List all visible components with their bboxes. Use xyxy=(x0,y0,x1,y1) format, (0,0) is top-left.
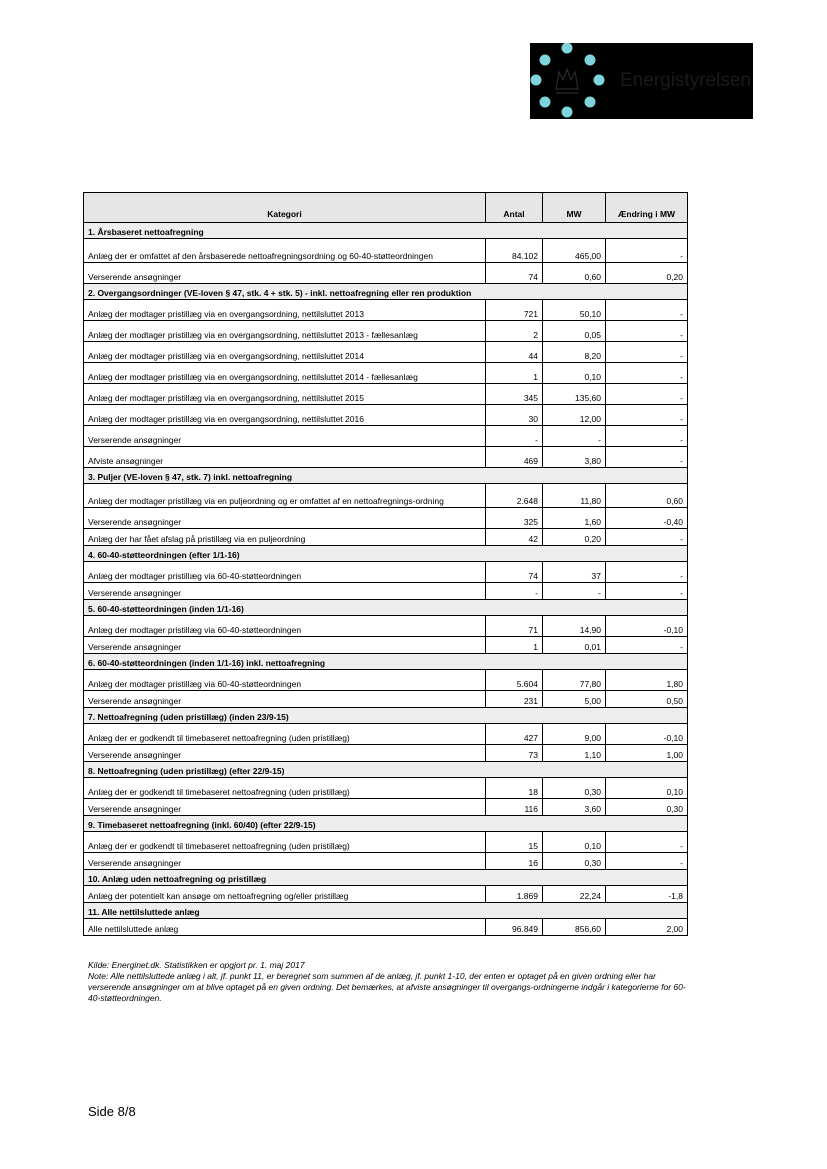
cell-mw: - xyxy=(543,583,606,600)
cell-mw: 0,10 xyxy=(543,363,606,384)
section-title: 7. Nettoafregning (uden pristillæg) (inden 23/9-15) xyxy=(84,708,688,724)
section-title: 10. Anlæg uden nettoafregning og pristillæg xyxy=(84,870,688,886)
cell-mw: 77,80 xyxy=(543,670,606,691)
cell-antal: 18 xyxy=(486,778,543,799)
cell-mw: 0,05 xyxy=(543,321,606,342)
table-row xyxy=(84,637,688,654)
cell-antal: 73 xyxy=(486,745,543,762)
section-title: 4. 60-40-støtteordningen (efter 1/1-16) xyxy=(84,546,688,562)
cell-mw: 5,00 xyxy=(543,691,606,708)
table-row xyxy=(84,691,688,708)
table-row xyxy=(84,363,688,384)
section-title: 5. 60-40-støtteordningen (inden 1/1-16) xyxy=(84,600,688,616)
cell-antal: 96.849 xyxy=(486,919,543,936)
row-label: Anlæg der er omfattet af den årsbaserede nettoafregningsordning og 60-40-støtteordningen xyxy=(84,239,486,263)
cell-change: - xyxy=(606,426,688,447)
cell-antal: 74 xyxy=(486,562,543,583)
row-label: Anlæg der potentielt kan ansøge om nettoafregning og/eller pristillæg xyxy=(84,886,486,903)
section-title: 2. Overgangsordninger (VE-loven § 47, stk. 4 + stk. 5) - inkl. nettoafregning eller ren produktion xyxy=(84,284,688,300)
section-title: 3. Puljer (VE-loven § 47, stk. 7) inkl. nettoafregning xyxy=(84,468,688,484)
explanation-note: Note: Alle nettilsluttede anlæg i alt, jf. punkt 11, er beregnet som summen af de anlæg, jf. punkt 1-10, der enten er optaget på en given ordning eller har verserende ansøgninger om at blive optaget på en given ordning. Det bemærkes, at afviste ansøgninger til overgangs-ordningerne indgår i kategorierne for 60-40-støtteordningen. xyxy=(88,971,686,1003)
cell-mw: 0,30 xyxy=(543,853,606,870)
cell-change: -0,10 xyxy=(606,724,688,745)
cell-change: - xyxy=(606,321,688,342)
section-header xyxy=(84,870,688,886)
section-title: 6. 60-40-støtteordningen (inden 1/1-16) inkl. nettoafregning xyxy=(84,654,688,670)
table-row xyxy=(84,300,688,321)
table-row xyxy=(84,426,688,447)
cell-change: -1,8 xyxy=(606,886,688,903)
cell-mw: 11,80 xyxy=(543,484,606,508)
row-label: Anlæg der modtager pristillæg via 60-40-støtteordningen xyxy=(84,670,486,691)
table-row xyxy=(84,342,688,363)
table-row xyxy=(84,562,688,583)
table-row xyxy=(84,832,688,853)
cell-mw: 465,00 xyxy=(543,239,606,263)
row-label: Anlæg der modtager pristillæg via en overgangsordning, nettilsluttet 2013 - fællesanlæg xyxy=(84,321,486,342)
row-label: Anlæg der er godkendt til timebaseret nettoafregning (uden pristillæg) xyxy=(84,778,486,799)
table-row xyxy=(84,321,688,342)
table-row xyxy=(84,724,688,745)
section-header xyxy=(84,600,688,616)
row-label: Anlæg der er godkendt til timebaseret nettoafregning (uden pristillæg) xyxy=(84,724,486,745)
row-label: Anlæg der modtager pristillæg via en overgangsordning, nettilsluttet 2014 xyxy=(84,342,486,363)
table-row xyxy=(84,263,688,284)
energistyrelsen-logo xyxy=(530,43,753,119)
row-label: Alle nettilsluttede anlæg xyxy=(84,919,486,936)
row-label: Verserende ansøgninger xyxy=(84,853,486,870)
row-label: Anlæg der er godkendt til timebaseret nettoafregning (uden pristillæg) xyxy=(84,832,486,853)
cell-antal: 16 xyxy=(486,853,543,870)
cell-change: 2,00 xyxy=(606,919,688,936)
row-label: Verserende ansøgninger xyxy=(84,583,486,600)
cell-mw: 3,80 xyxy=(543,447,606,468)
row-label: Anlæg der modtager pristillæg via en overgangsordning, nettilsluttet 2015 xyxy=(84,384,486,405)
section-header xyxy=(84,223,688,239)
row-label: Verserende ansøgninger xyxy=(84,263,486,284)
section-header xyxy=(84,468,688,484)
table-row xyxy=(84,384,688,405)
row-label: Anlæg der modtager pristillæg via en overgangsordning, nettilsluttet 2014 - fællesanlæg xyxy=(84,363,486,384)
cell-mw: 50,10 xyxy=(543,300,606,321)
cell-mw: - xyxy=(543,426,606,447)
cell-antal: 84.102 xyxy=(486,239,543,263)
header-kategori: Kategori xyxy=(84,193,486,223)
cell-mw: 8,20 xyxy=(543,342,606,363)
cell-mw: 0,30 xyxy=(543,778,606,799)
cell-mw: 0,20 xyxy=(543,529,606,546)
cell-change: 1,00 xyxy=(606,745,688,762)
cell-antal: 30 xyxy=(486,405,543,426)
source-note: Kilde: Energinet.dk. Statistikken er opgjort pr. 1. maj 2017 xyxy=(88,960,305,970)
table-row xyxy=(84,616,688,637)
table-row xyxy=(84,447,688,468)
table-row xyxy=(84,919,688,936)
row-label: Anlæg der modtager pristillæg via 60-40-støtteordningen xyxy=(84,616,486,637)
table-row xyxy=(84,484,688,508)
row-label: Verserende ansøgninger xyxy=(84,426,486,447)
row-label: Afviste ansøgninger xyxy=(84,447,486,468)
cell-change: -0,40 xyxy=(606,508,688,529)
cell-antal: 2 xyxy=(486,321,543,342)
section-title: 8. Nettoafregning (uden pristillæg) (efter 22/9-15) xyxy=(84,762,688,778)
cell-change: - xyxy=(606,384,688,405)
cell-change: - xyxy=(606,853,688,870)
table-row xyxy=(84,405,688,426)
cell-antal: 345 xyxy=(486,384,543,405)
statistics-table xyxy=(83,192,688,936)
cell-mw: 1,60 xyxy=(543,508,606,529)
cell-change: - xyxy=(606,832,688,853)
cell-antal: 116 xyxy=(486,799,543,816)
cell-change: 0,20 xyxy=(606,263,688,284)
cell-antal: 721 xyxy=(486,300,543,321)
row-label: Anlæg der modtager pristillæg via en overgangsordning, nettilsluttet 2016 xyxy=(84,405,486,426)
cell-antal: 44 xyxy=(486,342,543,363)
cell-antal: 2.648 xyxy=(486,484,543,508)
row-label: Verserende ansøgninger xyxy=(84,508,486,529)
table-header-row xyxy=(84,193,688,223)
cell-mw: 14,90 xyxy=(543,616,606,637)
header-change: Ændring i MW xyxy=(606,193,688,223)
cell-change: - xyxy=(606,637,688,654)
row-label: Anlæg der modtager pristillæg via 60-40-støtteordningen xyxy=(84,562,486,583)
cell-antal: 1 xyxy=(486,363,543,384)
table-row xyxy=(84,853,688,870)
table-body xyxy=(84,223,688,936)
cell-antal: - xyxy=(486,426,543,447)
row-label: Anlæg der har fået afslag på pristillæg via en puljeordning xyxy=(84,529,486,546)
table-row xyxy=(84,529,688,546)
section-header xyxy=(84,708,688,724)
cell-mw: 856,60 xyxy=(543,919,606,936)
cell-mw: 22,24 xyxy=(543,886,606,903)
section-header xyxy=(84,546,688,562)
cell-change: 0,10 xyxy=(606,778,688,799)
table-row xyxy=(84,886,688,903)
cell-change: -0,10 xyxy=(606,616,688,637)
cell-mw: 0,01 xyxy=(543,637,606,654)
cell-mw: 135,60 xyxy=(543,384,606,405)
logo-text: Energistyrelsen xyxy=(620,70,751,91)
section-title: 1. Årsbaseret nettoafregning xyxy=(84,223,688,239)
cell-change: 0,30 xyxy=(606,799,688,816)
cell-antal: 231 xyxy=(486,691,543,708)
section-header xyxy=(84,903,688,919)
cell-antal: 71 xyxy=(486,616,543,637)
row-label: Verserende ansøgninger xyxy=(84,637,486,654)
row-label: Anlæg der modtager pristillæg via en puljeordning og er omfattet af en nettoafregnings-ordning xyxy=(84,484,486,508)
section-header xyxy=(84,284,688,300)
row-label: Verserende ansøgninger xyxy=(84,799,486,816)
cell-change: 1,80 xyxy=(606,670,688,691)
table-row xyxy=(84,799,688,816)
cell-antal: 325 xyxy=(486,508,543,529)
cell-change: - xyxy=(606,562,688,583)
section-header xyxy=(84,654,688,670)
cell-mw: 1,10 xyxy=(543,745,606,762)
cell-mw: 9,00 xyxy=(543,724,606,745)
notes xyxy=(88,960,688,1004)
page-number: Side 8/8 xyxy=(88,1104,136,1119)
cell-antal: 469 xyxy=(486,447,543,468)
cell-change: - xyxy=(606,239,688,263)
cell-mw: 0,60 xyxy=(543,263,606,284)
header-antal: Antal xyxy=(486,193,543,223)
cell-mw: 3,60 xyxy=(543,799,606,816)
table-row xyxy=(84,670,688,691)
row-label: Verserende ansøgninger xyxy=(84,691,486,708)
table-row xyxy=(84,778,688,799)
table-row xyxy=(84,583,688,600)
cell-mw: 12,00 xyxy=(543,405,606,426)
cell-mw: 0,10 xyxy=(543,832,606,853)
cell-antal: 15 xyxy=(486,832,543,853)
header-mw: MW xyxy=(543,193,606,223)
cell-change: 0,60 xyxy=(606,484,688,508)
cell-antal: 5.604 xyxy=(486,670,543,691)
cell-antal: 427 xyxy=(486,724,543,745)
cell-change: 0,50 xyxy=(606,691,688,708)
cell-change: - xyxy=(606,583,688,600)
cell-antal: 74 xyxy=(486,263,543,284)
table-row xyxy=(84,745,688,762)
cell-change: - xyxy=(606,529,688,546)
cell-antal: - xyxy=(486,583,543,600)
row-label: Anlæg der modtager pristillæg via en overgangsordning, nettilsluttet 2013 xyxy=(84,300,486,321)
table-row xyxy=(84,508,688,529)
cell-antal: 42 xyxy=(486,529,543,546)
cell-antal: 1 xyxy=(486,637,543,654)
cell-change: - xyxy=(606,363,688,384)
cell-antal: 1.869 xyxy=(486,886,543,903)
cell-mw: 37 xyxy=(543,562,606,583)
cell-change: - xyxy=(606,342,688,363)
section-title: 11. Alle nettilsluttede anlæg xyxy=(84,903,688,919)
cell-change: - xyxy=(606,447,688,468)
section-header xyxy=(84,816,688,832)
table-row xyxy=(84,239,688,263)
section-title: 9. Timebaseret nettoafregning (inkl. 60/40) (efter 22/9-15) xyxy=(84,816,688,832)
cell-change: - xyxy=(606,405,688,426)
cell-change: - xyxy=(606,300,688,321)
section-header xyxy=(84,762,688,778)
row-label: Verserende ansøgninger xyxy=(84,745,486,762)
